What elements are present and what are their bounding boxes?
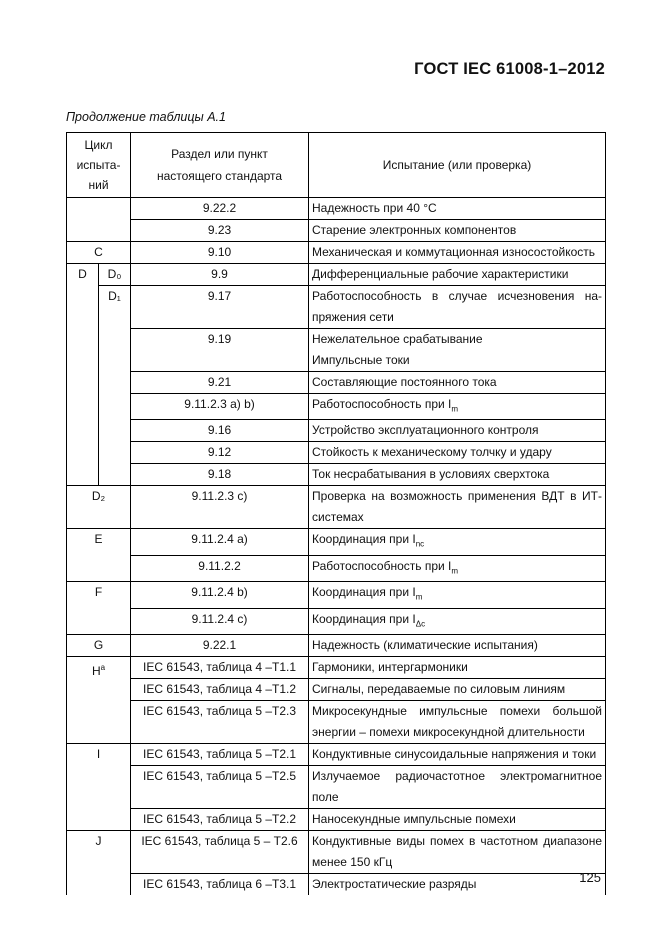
test-cell: Работоспособность в случае исчезновения на-пряжения сети	[309, 286, 606, 329]
section-cell: IEC 61543, таблица 5 – Т2.6	[131, 830, 309, 873]
section-cell: 9.11.2.4 b)	[131, 582, 309, 608]
test-line: Импульсные токи	[312, 353, 410, 367]
subscript: m	[415, 592, 423, 602]
section-cell: 9.21	[131, 372, 309, 394]
section-cell: 9.11.2.3 с)	[131, 486, 309, 529]
test-cell	[309, 582, 606, 608]
cycle-cell	[67, 656, 131, 743]
table-row	[67, 464, 606, 486]
section-cell: 9.11.2.2	[131, 555, 309, 581]
table-row	[67, 873, 606, 895]
table-row	[67, 529, 606, 555]
test-cell: Составляющие постоянного тока	[309, 372, 606, 394]
section-cell: IEC 61543, таблица 5 –Т2.3	[131, 700, 309, 743]
cycle-cell: G	[67, 634, 131, 656]
section-cell: 9.23	[131, 220, 309, 242]
section-cell: IEC 61543, таблица 4 –Т1.2	[131, 678, 309, 700]
table-row	[67, 830, 606, 873]
section-cell: IEC 61543, таблица 5 –Т2.2	[131, 808, 309, 830]
cycle-text: H	[91, 663, 101, 678]
section-cell: IEC 61543, таблица 5 –Т2.1	[131, 743, 309, 765]
test-text: Работоспособность при I	[312, 397, 452, 411]
test-cell	[309, 394, 606, 420]
test-text: Координация при I	[312, 532, 416, 547]
test-cell	[309, 529, 606, 555]
table-caption: Продолжение таблицы А.1	[66, 110, 226, 124]
section-cell: 9.22.2	[131, 198, 309, 220]
test-cell	[309, 608, 606, 634]
footnote-mark: a	[100, 662, 106, 672]
test-cell: Излучаемое радиочастотное электромагнитное поле	[309, 765, 606, 808]
section-cell: 9.22.1	[131, 634, 309, 656]
table-row	[67, 582, 606, 608]
section-cell: 9.18	[131, 464, 309, 486]
test-cell: Гармоники, интергармоники	[309, 656, 606, 678]
standard-header: ГОСТ IEC 61008-1–2012	[414, 60, 605, 78]
test-cell: Сигналы, передаваемые по силовым линиям	[309, 678, 606, 700]
table-row	[67, 608, 606, 634]
test-cell: Кондуктивные синусоидальные напряжения и токи	[309, 743, 606, 765]
section-cell: 9.16	[131, 420, 309, 442]
test-cell: Кондуктивные виды помех в частотном диапазоне менее 150 кГц	[309, 830, 606, 873]
test-cell: Микросекундные импульсные помехи большой энергии – помехи микросекундной длительности	[309, 700, 606, 743]
test-cell	[309, 329, 606, 372]
cycle-cell	[67, 198, 131, 242]
cycle-cell: J	[67, 830, 131, 895]
table-row	[67, 765, 606, 808]
table-row	[67, 394, 606, 420]
cycle-cell: С	[67, 242, 131, 264]
table-row	[67, 634, 606, 656]
test-cell: Ток несрабатывания в условиях сверхтока	[309, 464, 606, 486]
test-cell: Механическая и коммутационная износостойкость	[309, 242, 606, 264]
test-cell: Проверка на возможность применения ВДТ в ИТ-системах	[309, 486, 606, 529]
table-row	[67, 700, 606, 743]
col-header-section: Раздел или пункт настоящего стандарта	[131, 133, 309, 198]
section-cell: 9.9	[131, 264, 309, 286]
test-cell: Стойкость к механическому толчку и удару	[309, 442, 606, 464]
table-row	[67, 220, 606, 242]
test-line: Нежелательное срабатывание	[312, 332, 483, 346]
subscript: nc	[415, 539, 425, 549]
table-row	[67, 286, 606, 329]
col-header-cycle: Цикл испыта-ний	[67, 133, 131, 198]
subscript: m	[451, 404, 459, 414]
section-cell: IEC 61543, таблица 5 –Т2.5	[131, 765, 309, 808]
test-cell: Дифференциальные рабочие характеристики	[309, 264, 606, 286]
table-row	[67, 242, 606, 264]
col-header-test: Испытание (или проверка)	[309, 133, 606, 198]
section-cell: 9.11.2.4 а)	[131, 529, 309, 555]
table-header-row	[67, 133, 606, 198]
test-cell: Надежность при 40 °С	[309, 198, 606, 220]
table-row	[67, 198, 606, 220]
table-row	[67, 329, 606, 372]
table-row	[67, 372, 606, 394]
section-cell: 9.11.2.4 с)	[131, 608, 309, 634]
table-row	[67, 808, 606, 830]
section-cell: 9.17	[131, 286, 309, 329]
table-row	[67, 442, 606, 464]
subscript: m	[451, 566, 459, 576]
subcycle-cell: D₀	[99, 264, 131, 286]
section-cell: 9.19	[131, 329, 309, 372]
test-cell: Наносекундные импульсные помехи	[309, 808, 606, 830]
table-row	[67, 656, 606, 678]
table-row	[67, 420, 606, 442]
test-cell: Надежность (климатические испытания)	[309, 634, 606, 656]
cycle-cell: D₂	[67, 486, 131, 529]
table-row	[67, 678, 606, 700]
section-cell: 9.10	[131, 242, 309, 264]
test-cell: Старение электронных компонентов	[309, 220, 606, 242]
table-row	[67, 486, 606, 529]
subscript: Δc	[415, 618, 426, 628]
test-text: Координация при I	[312, 611, 416, 626]
test-cell	[309, 555, 606, 581]
section-cell: 9.12	[131, 442, 309, 464]
cycle-cell: F	[67, 582, 131, 635]
cycle-cell: I	[67, 743, 131, 830]
test-cycles-table	[66, 132, 606, 895]
section-cell: 9.11.2.3 а) b)	[131, 394, 309, 420]
section-cell: IEC 61543, таблица 4 –Т1.1	[131, 656, 309, 678]
cycle-cell: D	[67, 264, 99, 486]
table-row	[67, 264, 606, 286]
test-cell: Устройство эксплуатационного контроля	[309, 420, 606, 442]
test-text: Работоспособность при I	[312, 558, 452, 573]
table-row	[67, 743, 606, 765]
test-text: Координация при I	[312, 585, 416, 600]
table-row	[67, 555, 606, 581]
cycle-cell: Е	[67, 529, 131, 582]
test-cell: Электростатические разряды	[309, 873, 606, 895]
section-cell: IEC 61543, таблица 6 –Т3.1	[131, 873, 309, 895]
subcycle-cell: D₁	[99, 286, 131, 486]
page-number: 125	[579, 870, 601, 885]
